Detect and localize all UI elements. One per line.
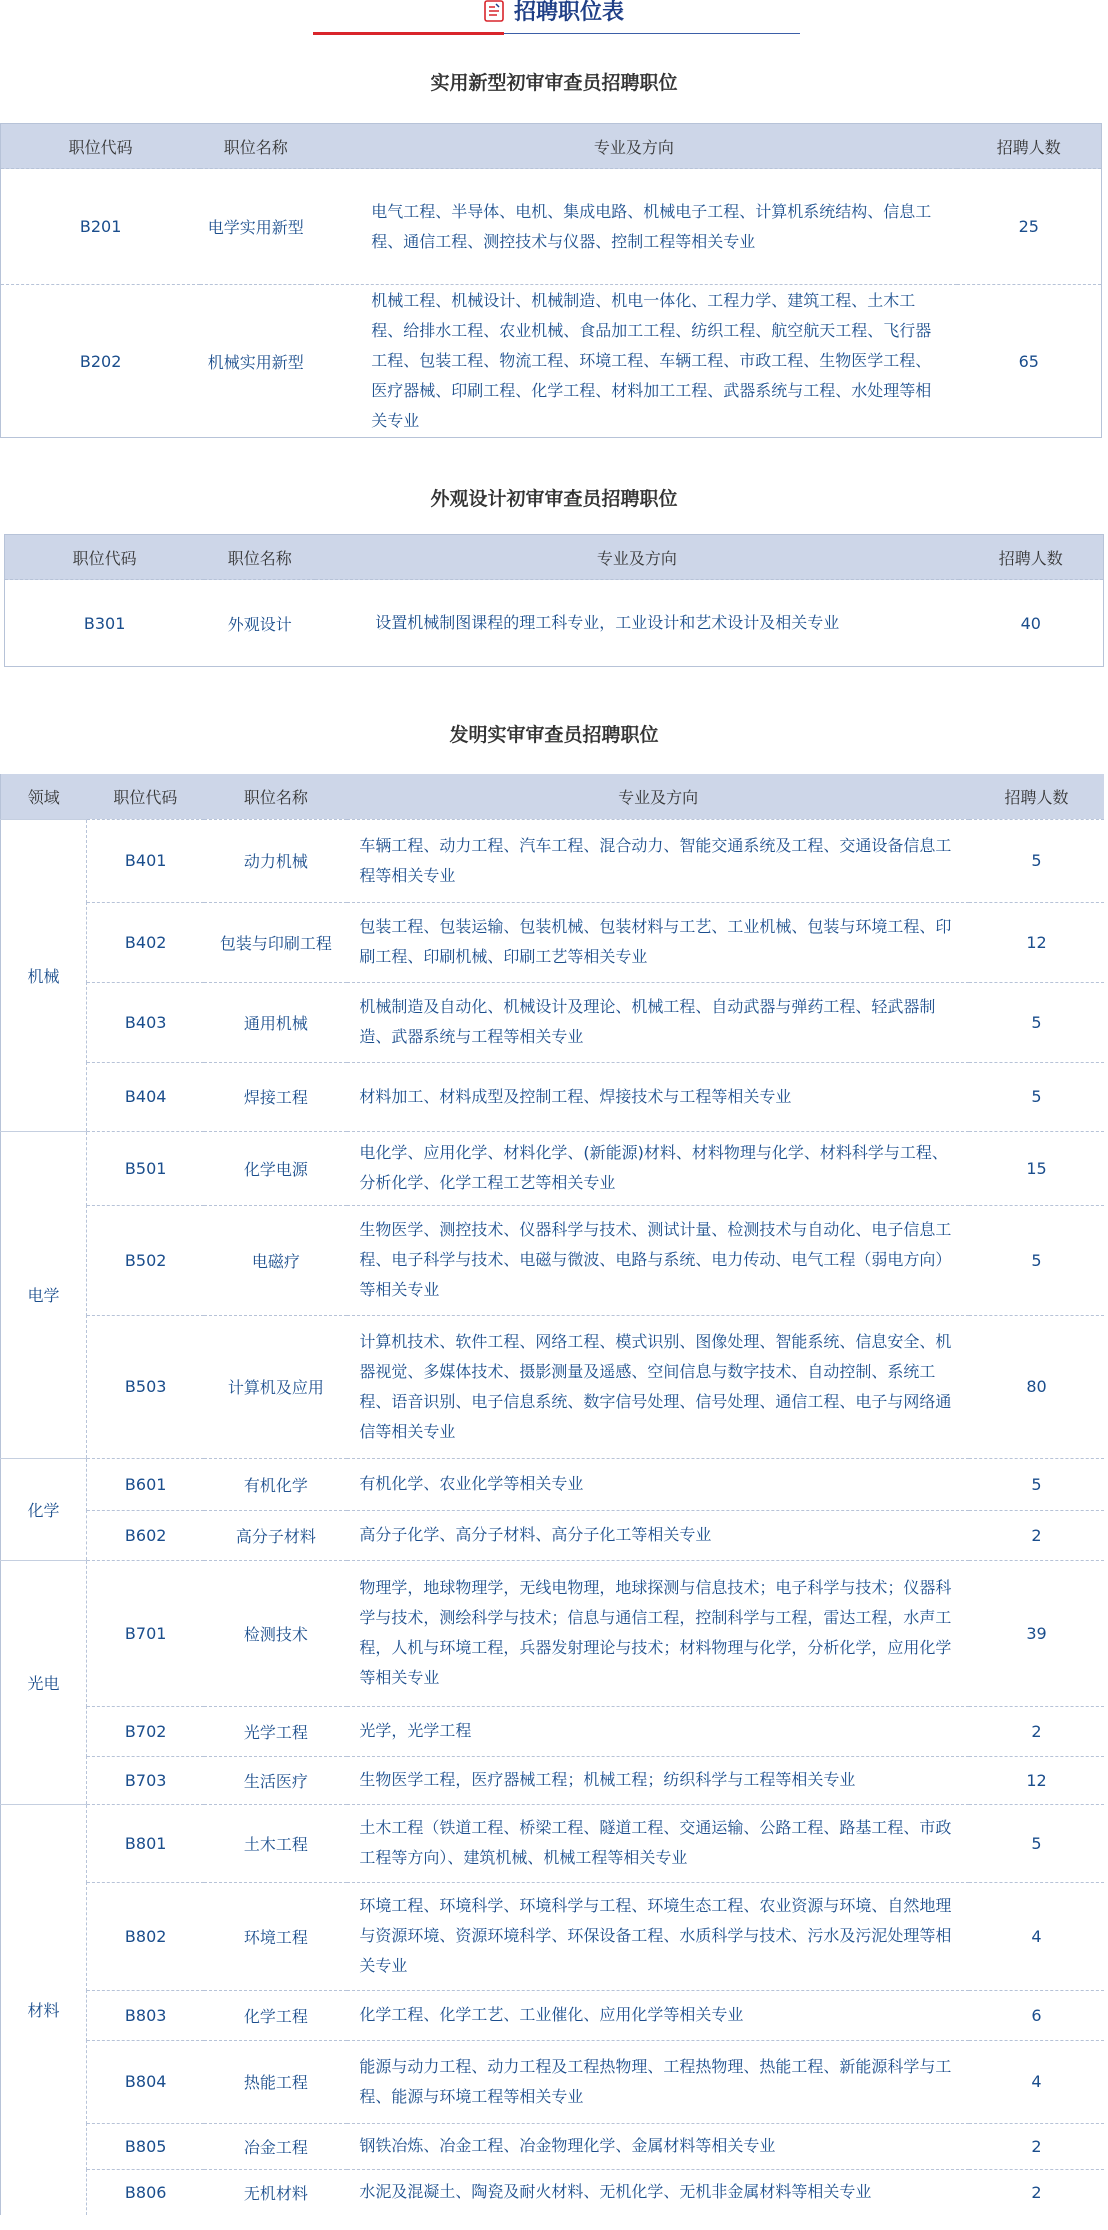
job-major: 材料加工、材料成型及控制工程、焊接技术与工程等相关专业 [347,1062,969,1131]
table-row [1,169,1102,285]
job-count: 25 [957,169,1102,285]
page-title [0,0,1108,28]
job-major: 能源与动力工程、动力工程及工程热物理、工程热物理、热能工程、新能源科学与工程、能源与环境工程等相关专业 [347,2040,969,2123]
job-major: 水泥及混凝土、陶瓷及耐火材料、无机化学、无机非金属材料等相关专业 [347,2169,969,2215]
job-name: 通用机械 [204,982,347,1062]
job-code: B701 [86,1560,204,1706]
header-count: 招聘人数 [957,124,1102,169]
job-name: 电学实用新型 [200,169,311,285]
header-count: 招聘人数 [969,774,1104,819]
job-major: 计算机技术、软件工程、网络工程、模式识别、图像处理、智能系统、信息安全、机器视觉、多媒体技术、摄影测量及遥感、空间信息与数字技术、自动控制、系统工程、语音识别、电子信息系统、数字信号处理、信号处理、通信工程、电子与网络通信等相关专业 [347,1315,969,1458]
table-header-row [5,535,1104,580]
job-code: B301 [5,580,205,667]
job-major: 机械工程、机械设计、机械制造、机电一体化、工程力学、建筑工程、土木工程、给排水工程、农业机械、食品加工工程、纺织工程、航空航天工程、飞行器工程、包装工程、物流工程、环境工程、车辆工程、市政工程、生物医学工程、医疗器械、印刷工程、化学工程、材料加工工程、武器系统与工程、水处理等相关专业 [311,285,956,438]
job-name: 电磁疗 [204,1205,347,1315]
job-count: 2 [969,1510,1104,1560]
job-code: B601 [86,1458,204,1510]
job-name: 化学工程 [204,1990,347,2040]
job-major: 包装工程、包装运输、包装机械、包装材料与工艺、工业机械、包装与环境工程、印刷工程、印刷机械、印刷工艺等相关专业 [347,902,969,982]
job-major: 光学，光学工程 [347,1706,969,1756]
table-row [1,1882,1105,1990]
document-icon [484,0,504,22]
job-major: 土木工程（铁道工程、桥梁工程、隧道工程、交通运输、公路工程、路基工程、市政工程等方向）、建筑机械、机械工程等相关专业 [347,1804,969,1882]
job-code: B202 [1,285,201,438]
job-code: B502 [86,1205,204,1315]
title-underline-red [313,32,504,35]
table-row [1,819,1105,902]
table-row [1,1990,1105,2040]
section-title-design: 外观设计初审审查员招聘职位 [430,488,678,510]
job-name: 检测技术 [204,1560,347,1706]
job-count: 5 [969,1458,1104,1510]
job-count: 12 [969,1756,1104,1804]
field-cell: 机械 [1,819,87,1131]
job-code: B503 [86,1315,204,1458]
job-name: 有机化学 [204,1458,347,1510]
table-row [1,1131,1105,1205]
job-name: 焊接工程 [204,1062,347,1131]
job-major: 有机化学、农业化学等相关专业 [347,1458,969,1510]
job-major: 电化学、应用化学、材料化学、(新能源)材料、材料物理与化学、材料科学与工程、分析化学、化学工程工艺等相关专业 [347,1131,969,1205]
table-header-row [1,124,1102,169]
section-title-invention: 发明实审审查员招聘职位 [449,724,659,746]
header-code: 职位代码 [1,124,201,169]
job-major: 高分子化学、高分子材料、高分子化工等相关专业 [347,1510,969,1560]
table-row [1,902,1105,982]
header-major: 专业及方向 [347,774,969,819]
job-count: 6 [969,1990,1104,2040]
job-code: B401 [86,819,204,902]
job-code: B501 [86,1131,204,1205]
table-row [1,1804,1105,1882]
job-major: 车辆工程、动力工程、汽车工程、混合动力、智能交通系统及工程、交通设备信息工程等相关专业 [347,819,969,902]
table-row [1,1510,1105,1560]
title-underline-blue [504,33,800,34]
job-major: 环境工程、环境科学、环境科学与工程、环境生态工程、农业资源与环境、自然地理与资源环境、资源环境科学、环保设备工程、水质科学与技术、污水及污泥处理等相关专业 [347,1882,969,1990]
field-cell: 光电 [1,1560,87,1804]
job-name: 化学电源 [204,1131,347,1205]
job-code: B803 [86,1990,204,2040]
table-row [1,2169,1105,2215]
job-name: 热能工程 [204,2040,347,2123]
header-name: 职位名称 [200,124,311,169]
job-count: 5 [969,1062,1104,1131]
job-code: B802 [86,1882,204,1990]
job-major: 生物医学工程，医疗器械工程；机械工程；纺织科学与工程等相关专业 [347,1756,969,1804]
table-row [1,1756,1105,1804]
job-name: 计算机及应用 [204,1315,347,1458]
job-name: 环境工程 [204,1882,347,1990]
job-code: B804 [86,2040,204,2123]
job-major: 化学工程、化学工艺、工业催化、应用化学等相关专业 [347,1990,969,2040]
utility-model-table [0,123,1102,438]
job-code: B702 [86,1706,204,1756]
invention-table [0,774,1104,2215]
job-major: 电气工程、半导体、电机、集成电路、机械电子工程、计算机系统结构、信息工程、通信工程、测控技术与仪器、控制工程等相关专业 [311,169,956,285]
job-name: 机械实用新型 [200,285,311,438]
job-count: 5 [969,1804,1104,1882]
job-major: 机械制造及自动化、机械设计及理论、机械工程、自动武器与弹药工程、轻武器制造、武器系统与工程等相关专业 [347,982,969,1062]
job-name: 无机材料 [204,2169,347,2215]
job-name: 动力机械 [204,819,347,902]
job-count: 12 [969,902,1104,982]
job-major: 钢铁冶炼、冶金工程、冶金物理化学、金属材料等相关专业 [347,2123,969,2169]
header-major: 专业及方向 [311,124,956,169]
table-row [1,2040,1105,2123]
job-name: 土木工程 [204,1804,347,1882]
table-row [1,1458,1105,1510]
job-name: 高分子材料 [204,1510,347,1560]
header-code: 职位代码 [86,774,204,819]
field-cell: 电学 [1,1131,87,1458]
page-title-text: 招聘职位表 [513,0,624,25]
table-row [1,982,1105,1062]
job-code: B602 [86,1510,204,1560]
job-name: 外观设计 [204,580,315,667]
job-code: B703 [86,1756,204,1804]
table-row [1,1706,1105,1756]
job-major: 生物医学、测控技术、仪器科学与技术、测试计量、检测技术与自动化、电子信息工程、电子科学与技术、电磁与微波、电路与系统、电力传动、电气工程（弱电方向）等相关专业 [347,1205,969,1315]
table-row [1,1560,1105,1706]
job-name: 生活医疗 [204,1756,347,1804]
job-name: 光学工程 [204,1706,347,1756]
design-table [4,534,1104,667]
header-code: 职位代码 [5,535,205,580]
job-major: 设置机械制图课程的理工科专业，工业设计和艺术设计及相关专业 [315,580,958,667]
field-cell: 材料 [1,1804,87,2215]
job-name: 包装与印刷工程 [204,902,347,982]
job-major: 物理学，地球物理学，无线电物理，地球探测与信息技术；电子科学与技术；仪器科学与技术，测绘科学与技术；信息与通信工程，控制科学与工程，雷达工程，水声工程，人机与环境工程，兵器发射理论与技术；材料物理与化学，分析化学，应用化学等相关专业 [347,1560,969,1706]
header-major: 专业及方向 [315,535,958,580]
job-name: 冶金工程 [204,2123,347,2169]
job-count: 2 [969,1706,1104,1756]
job-count: 4 [969,1882,1104,1990]
job-count: 2 [969,2123,1104,2169]
table-row [1,2123,1105,2169]
field-cell: 化学 [1,1458,87,1560]
job-code: B201 [1,169,201,285]
job-count: 5 [969,1205,1104,1315]
job-code: B404 [86,1062,204,1131]
table-row [1,1205,1105,1315]
job-count: 5 [969,819,1104,902]
job-count: 80 [969,1315,1104,1458]
job-code: B806 [86,2169,204,2215]
job-count: 4 [969,2040,1104,2123]
job-code: B403 [86,982,204,1062]
header-field: 领域 [1,774,87,819]
job-code: B402 [86,902,204,982]
table-row [1,1062,1105,1131]
table-header-row [1,774,1105,819]
job-count: 40 [959,580,1104,667]
job-count: 5 [969,982,1104,1062]
job-count: 15 [969,1131,1104,1205]
job-count: 65 [957,285,1102,438]
header-name: 职位名称 [204,774,347,819]
table-row [5,580,1104,667]
page-header [0,0,1108,40]
table-row [1,285,1102,438]
header-count: 招聘人数 [959,535,1104,580]
job-count: 39 [969,1560,1104,1706]
job-code: B805 [86,2123,204,2169]
section-title-utility: 实用新型初审审查员招聘职位 [430,72,678,94]
job-code: B801 [86,1804,204,1882]
header-name: 职位名称 [204,535,315,580]
job-count: 2 [969,2169,1104,2215]
table-row [1,1315,1105,1458]
